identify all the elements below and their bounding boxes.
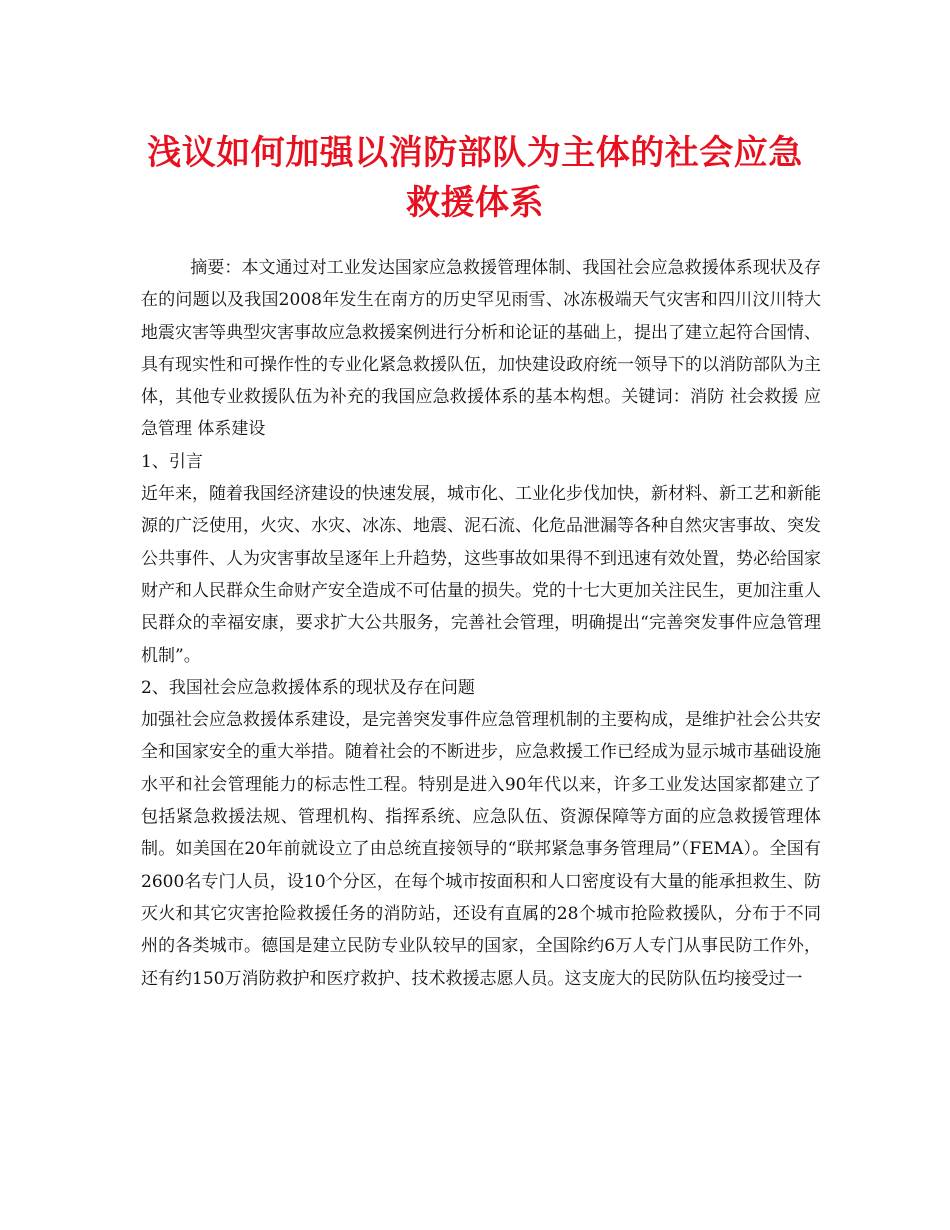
section-2-paragraph: 加强社会应急救援体系建设，是完善突发事件应急管理机制的主要构成，是维护社会公共安全和国家安全的重大举措。随着社会的不断进步，应急救援工作已经成为显示城市基础设施水平和社会管理能力的标志性工程。特别是进入90年代以来，许多工业发达国家都建立了包括紧急救援法规、管理机构、指挥系统、应急队伍、资源保障等方面的应急救援管理体制。如美国在20年前就设立了由总统直接领导的“联邦紧急事务管理局”（FEMA）。全国有2600名专门人员，设10个分区，在每个城市按面积和人口密度设有大量的能承担救生、防灭火和其它灾害抢险救援任务的消防站，还设有直属的28个城市抢险救援队，分布于不同州的各类城市。德国是建立民防专业队较早的国家，全国除约6万人专门从事民防工作外，还有约150万消防救护和医疗救护、技术救援志愿人员。这支庞大的民防队伍均接受过一 [141, 710, 821, 989]
document-body [141, 252, 821, 995]
document-title-line-1: 浅议如何加强以消防部队为主体的社会应急 [147, 133, 803, 173]
abstract-paragraph: 摘要：本文通过对工业发达国家应急救援管理体制、我国社会应急救援体系现状及存在的问题以及我国2008年发生在南方的历史罕见雨雪、冰冻极端天气灾害和四川汶川特大地震灾害等典型灾害事故应急救援案例进行分析和论证的基础上，提出了建立起符合国情、具有现实性和可操作性的专业化紧急救援队伍，加快建设政府统一领导下的以消防部队为主体，其他专业救援队伍为补充的我国应急救援体系的基本构想。关键词：消防 社会救援 应急管理 体系建设 [141, 258, 821, 440]
document-title-line-2: 救援体系 [406, 183, 544, 223]
section-1-heading: 1、引言 [141, 451, 203, 472]
section-2-heading: 2、我国社会应急救援体系的现状及存在问题 [141, 677, 475, 698]
document-title [120, 128, 830, 228]
section-1-paragraph: 近年来，随着我国经济建设的快速发展，城市化、工业化步伐加快，新材料、新工艺和新能源的广泛使用，火灾、水灾、冰冻、地震、泥石流、化危品泄漏等各种自然灾害事故、突发公共事件、人为灾害事故呈逐年上升趋势，这些事故如果得不到迅速有效处置，势必给国家财产和人民群众生命财产安全造成不可估量的损失。党的十七大更加关注民生，更加注重人民群众的幸福安康，要求扩大公共服务，完善社会管理，明确提出“完善突发事件应急管理机制”。 [141, 484, 821, 666]
